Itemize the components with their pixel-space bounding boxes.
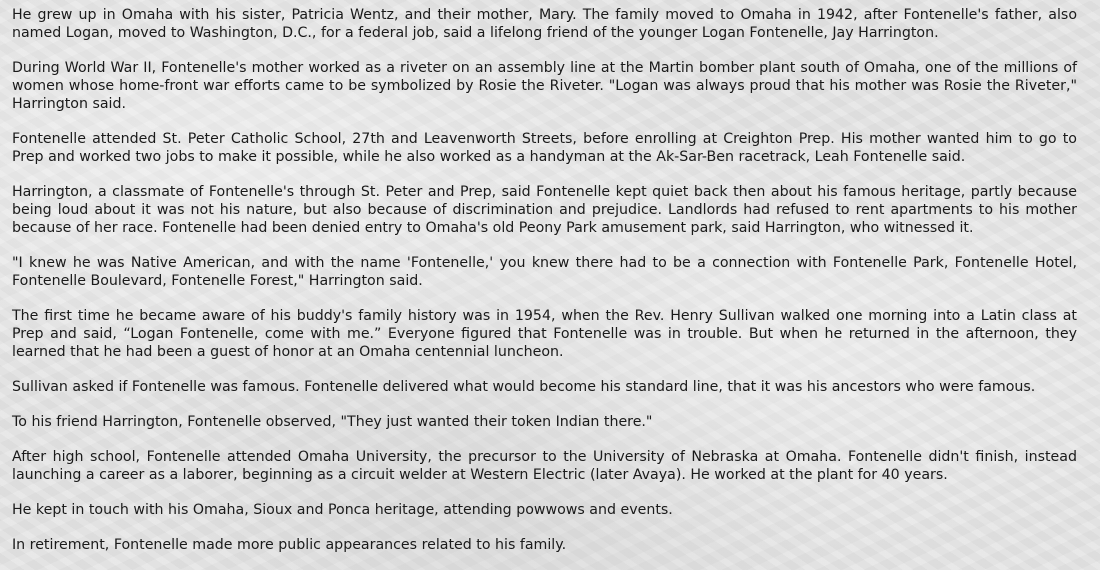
paragraph-token-indian-quote: To his friend Harrington, Fontenelle observed, "They just wanted their token Indian there." (12, 414, 653, 430)
paragraph-childhood: He grew up in Omaha with his sister, Patricia Wentz, and their mother, Mary. The family moved to Omaha in 1942, after Fontenelle's father, also named Logan, moved to Washington, D.C., for a federal job, said a lifelong friend of the younger Logan Fontenelle, Jay Harrington. (12, 7, 1077, 41)
paragraph-heritage-events: He kept in touch with his Omaha, Sioux and Ponca heritage, attending powwows and events. (12, 502, 673, 518)
paragraph-career: After high school, Fontenelle attended Omaha University, the precursor to the University of Nebraska at Omaha. Fontenelle didn't finish, instead launching a career as a laborer, beginning as a circuit welder at Western Electric (later Avaya). He worked at the plant for 40 years. (12, 449, 1077, 483)
paragraph-schooling: Fontenelle attended St. Peter Catholic School, 27th and Leavenworth Streets, before enrolling at Creighton Prep. His mother wanted him to go to Prep and worked two jobs to make it possible, while he also worked as a handyman at the Ak-Sar-Ben racetrack, Leah Fontenelle said. (12, 131, 1077, 165)
paragraph-wwii-mother: During World War II, Fontenelle's mother worked as a riveter on an assembly line at the Martin bomber plant south of Omaha, one of the millions of women whose home-front war efforts came to be symbolized by Rosie the Riveter. "Logan was always proud that his mother was Rosie the Riveter," Harrington said. (12, 60, 1077, 112)
paragraph-family-history-1954: The first time he became aware of his buddy's family history was in 1954, when the Rev. Henry Sullivan walked one morning into a Latin class at Prep and said, “Logan Fontenelle, come with me.” Everyone figured that Fontenelle was in trouble. But when he returned in the afternoon, they learned that he had been a guest of honor at an Omaha centennial luncheon. (12, 308, 1077, 360)
paragraph-retirement: In retirement, Fontenelle made more public appearances related to his family. (12, 537, 567, 553)
paragraph-famous-ancestors: Sullivan asked if Fontenelle was famous. Fontenelle delivered what would become his standard line, that it was his ancestors who were famous. (12, 379, 1036, 395)
paragraph-native-american-quote: "I knew he was Native American, and with the name 'Fontenelle,' you knew there had to be a connection with Fontenelle Park, Fontenelle Hotel, Fontenelle Boulevard, Fontenelle Forest," Harrington said. (12, 255, 1077, 289)
paragraph-heritage-discrimination: Harrington, a classmate of Fontenelle's through St. Peter and Prep, said Fontenelle kept quiet back then about his famous heritage, partly because being loud about it was not his nature, but also because of discrimination and prejudice. Landlords had refused to rent apartments to his mother because of her race. Fontenelle had been denied entry to Omaha's old Peony Park amusement park, said Harrington, who witnessed it. (12, 184, 1077, 236)
